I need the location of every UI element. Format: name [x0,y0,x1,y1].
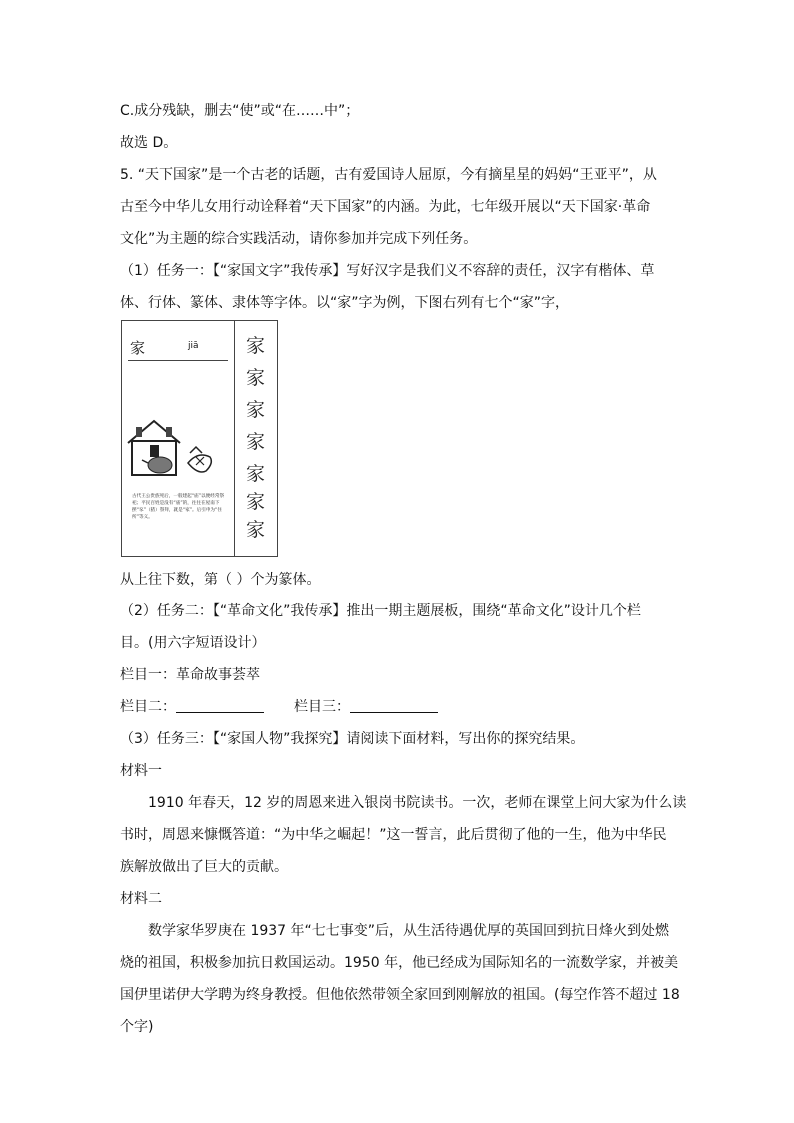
figure-left-panel [122,321,235,556]
text-line: C.成分残缺，删去“使”或“在……中”； [120,103,360,119]
paragraph-line: 国伊里诺伊大学聘为终身教授。但他依然带领全家回到刚解放的祖国。(每空作答不超过 18 [120,987,680,1003]
paragraph-line: 书时，周恩来慷慨答道：“为中华之崛起！”这一誓言，此后贯彻了他的一生，他为中华民 [120,827,667,843]
text-line: 文化”为主题的综合实践活动，请你参加并完成下列任务。 [120,231,478,247]
fill-blank-question: 从上往下数，第（ ）个为篆体。 [120,572,321,588]
column-one: 栏目一：革命故事荟萃 [120,667,260,683]
glyph-2: 家 [245,367,265,389]
text-line: 古至今中华儿女用行动诠释着“天下国家”的内涵。为此，七年级开展以“天下国家·革命 [120,199,651,215]
answer-blank[interactable] [176,698,264,713]
material-two-heading: 材料二 [120,891,162,907]
paragraph-line: 族解放做出了巨大的贡献。 [120,859,288,875]
column-two-label: 栏目二： [120,699,176,715]
paragraph-line: 烧的祖国，积极参加抗日救国运动。1950 年，他已经成为国际知名的一流数学家，并被美 [120,955,679,971]
task-1: （1）任务一：【“家国文字”我传承】写好汉字是我们义不容辞的责任，汉字有楷体、草 [120,263,655,279]
paragraph-line: 数学家华罗庚在 1937 年“七七事变”后，从生活待遇优厚的英国回到抗日烽火到处燃 [148,923,670,939]
text-line: 故选 D。 [120,135,178,151]
column-two-three [120,697,438,717]
text-line: 体、行体、篆体、隶体等字体。以“家”字为例，下图右列有七个“家”字， [120,295,570,311]
glyph-5: 家 [245,463,265,485]
material-one-heading: 材料一 [120,763,162,779]
figure-divider [128,360,228,361]
answer-blank[interactable] [350,698,438,713]
jia-character-figure [121,320,278,557]
paragraph-line: 1910 年春天，12 岁的周恩来进入银岗书院读书。一次，老师在课堂上问大家为什么读 [148,795,687,811]
task-3: （3）任务三：【“家国人物”我探究】请阅读下面材料，写出你的探究结果。 [120,731,585,747]
glyph-column [234,321,277,556]
task-2: （2）任务二：【“革命文化”我传承】推出一期主题展板，围绕“革命文化”设计几个栏 [120,603,641,619]
house-pig-illustration [124,381,232,481]
figure-pinyin: jiā [188,341,199,351]
column-three-label: 栏目三： [294,699,350,715]
figure-description: 古代王公贵族死后，一般建起“庙”以便经常祭祀；平民百姓是没有“庙”的，往往在屋南下摆“豕”（猪）祭拜，就是“家”。后引申为“住所”等义。 [132,494,225,520]
glyph-1: 家 [245,335,265,357]
question-5-intro: 5. “天下国家”是一个古老的话题，古有爱国诗人屈原，今有摘星星的妈妈“王亚平”，从 [120,167,657,183]
glyph-6: 家 [245,491,265,513]
glyph-7: 家 [245,519,265,541]
paragraph-line: 个字) [120,1019,154,1035]
glyph-4: 家 [245,431,265,453]
glyph-3: 家 [245,399,265,421]
figure-heading-char: 家 [130,339,146,357]
text-line: 目。(用六字短语设计） [120,635,266,651]
